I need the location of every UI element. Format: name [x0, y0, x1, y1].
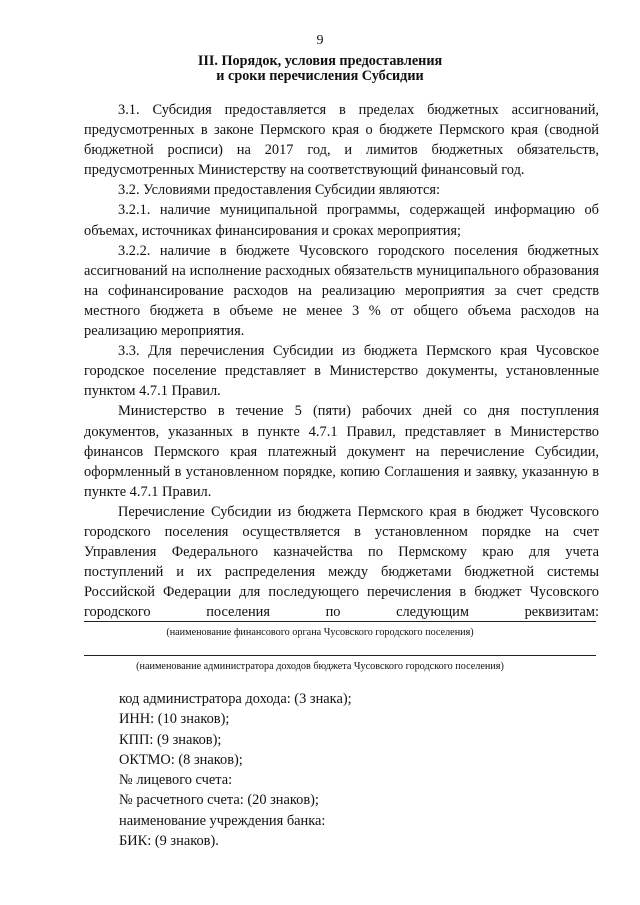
paragraph-3-2: 3.2. Условиями предоставления Субсидии являются: [118, 182, 440, 199]
requisite-kpp: КПП: (9 знаков); [119, 731, 222, 748]
revenue-admin-caption: (наименование администратора доходов бюджета Чусовского городского поселения) [136, 661, 504, 672]
requisite-personal-account: № лицевого счета: [119, 772, 233, 789]
requisite-bank-name: наименование учреждения банка: [119, 812, 326, 829]
financial-body-blank-line [84, 621, 596, 622]
requisite-oktmo: ОКТМО: (8 знаков); [119, 751, 243, 768]
requisite-bik: БИК: (9 знаков). [119, 833, 219, 850]
section-heading-line-1: III. Порядок, условия предоставления [197, 53, 443, 69]
paragraph-ministry: Министерство в течение 5 (пяти) рабочих дней со дня поступления документов, указанных в пункте 4.7.1 Правил, представляет в Министерство финансов Пермского края платежный документ на перечисление Субсидии, оформленный в установленном порядке, копию Соглашения и заявку, указанную в пункте 4.7.1 Правил. [84, 403, 599, 500]
requisite-inn: ИНН: (10 знаков); [119, 711, 230, 728]
requisite-admin-code: код администратора дохода: (3 знака); [119, 691, 352, 707]
requisite-settlement-account: № расчетного счета: (20 знаков); [119, 792, 319, 809]
body-text [84, 100, 599, 622]
paragraph-3-2-2: 3.2.2. наличие в бюджете Чусовского городского поселения бюджетных ассигнований на исполнение расходных обязательств муниципального образования на софинансирование расходов на реализацию мероприятия за счет средств местного бюджета в объеме не менее 3 % от общего объема расходов на реализацию мероприятия. [84, 242, 599, 340]
section-heading [0, 54, 640, 84]
paragraph-3-2-1: 3.2.1. наличие муниципальной программы, содержащей информацию об объемах, источниках финансирования и сроках мероприятия; [84, 202, 599, 239]
financial-body-caption: (наименование финансового органа Чусовского городского поселения) [166, 627, 474, 638]
requisites-list [119, 689, 352, 851]
paragraph-transfer: Перечисление Субсидии из бюджета Пермского края в бюджет Чусовского городского поселения осуществляется в установленном порядке на счет Управления Федерального казначейства по Пермскому краю для учета поступлений и их распределения между бюджетами бюджетной системы Российской Федерации для последующего перечисления в бюджет Чусовского городского поселения по следующим реквизитам: [84, 503, 599, 621]
revenue-admin-blank-line [84, 655, 596, 656]
section-heading-line-2: и сроки перечисления Субсидии [216, 68, 424, 84]
paragraph-3-3: 3.3. Для перечисления Субсидии из бюджета Пермского края Чусовское городское поселение представляет в Министерство документы, установленные пунктом 4.7.1 Правил. [84, 343, 599, 400]
paragraph-3-1: 3.1. Субсидия предоставляется в пределах бюджетных ассигнований, предусмотренных в законе Пермского края о бюджете Пермского края (сводной бюджетной росписи) на 2017 год, и лимитов бюджетных обязательств, предусмотренных Министерству на соответствующий финансовый год. [84, 102, 599, 179]
page-number: 9 [316, 33, 324, 48]
